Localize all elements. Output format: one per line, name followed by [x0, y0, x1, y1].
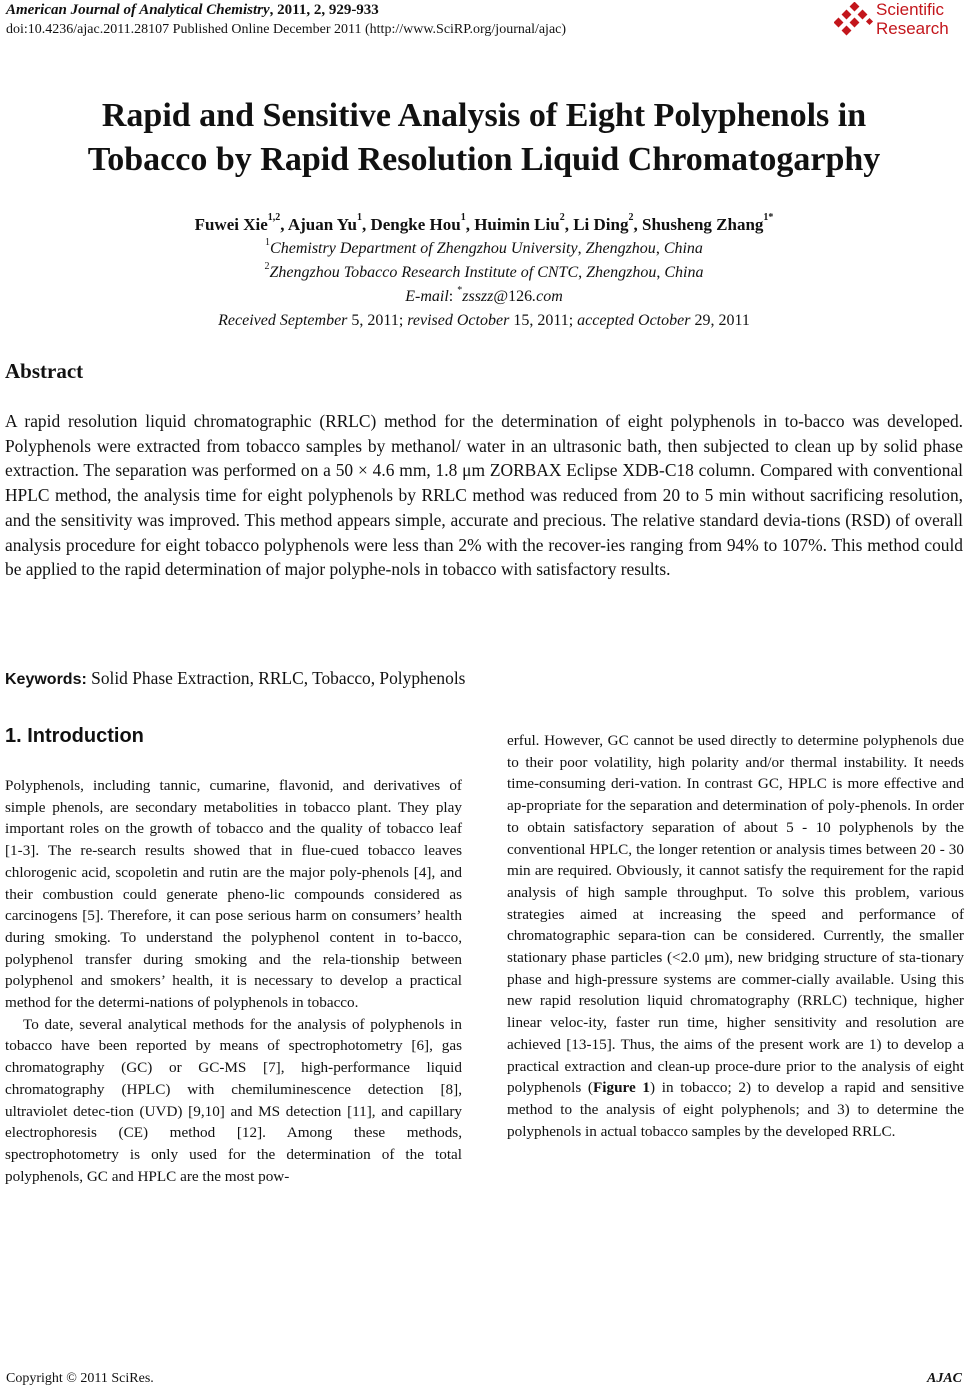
journal-abbreviation: AJAC: [926, 1371, 962, 1386]
abstract-text: A rapid resolution liquid chromatographic (RRLC) method for the determination of eight polyphenols in to-bacco was developed. Polyphenols were extracted from tobacco samples by methanol/ water in an ultrasonic bath, then subjected to clean up by solid phase extraction. The separation was performed on a 50 × 4.6 mm, 1.8 μm ZORBAX Eclipse XDB-C18 column. Compared with conventional HPLC method, the analysis time for eight polyphenols by RRLC method was reduced from 20 to 5 min without sacrificing resolution, and the sensitivity was improved. This method appears simple, accurate and precious. The relative standard devia-tions (RSD) of overall analysis procedure for eight tobacco polyphenols were less than 2% with the recover-ies ranging from 94% to 107%. This method could be applied to the rapid determination of major polyphe-nols in tobacco with satisfactory results.: [5, 411, 963, 580]
keywords: [5, 668, 465, 689]
copyright: Copyright © 2011 SciRes.: [6, 1371, 154, 1386]
intro-paragraph-2: To date, several analytical methods for the analysis of polyphenols in tobacco have been reported by means of spectrophotometry [6], gas chromatography (GC) or GC-MS [7], high-performance liquid chromatography (HPLC) with chemiluminescence detection [8], ultraviolet detec-tion (UVD) [9,10] and MS detection [11], and capillary electrophoresis (CE) method [12]. Among these methods, spectrophotometry is only used for the determination of the total polyphenols, GC and HPLC are the most pow-: [5, 1015, 462, 1185]
publisher-logo-icon: [834, 2, 874, 42]
journal-issue: , 2011, 2, 929-933: [269, 2, 379, 18]
publisher-logo: [834, 0, 962, 44]
author-name: Fuwei Xie: [194, 215, 268, 234]
intro-left-column: [5, 775, 462, 1187]
dates-line: Received September 5, 2011; revised October 15, 2011; accepted October 29, 2011: [218, 312, 750, 329]
affiliation-1: $^1$Chemistry Department of Zhengzhou University, Zhengzhou, China: [265, 237, 703, 257]
intro-heading: 1. Introduction: [5, 725, 144, 747]
author-sup: 1: [460, 212, 466, 223]
figure-1-link[interactable]: Figure 1: [592, 1079, 650, 1097]
journal-header: [6, 2, 379, 19]
author-name: Li Ding: [573, 215, 629, 234]
author-sup: 2: [559, 212, 565, 223]
abstract-heading: Abstract: [5, 359, 84, 383]
publisher-name: [876, 0, 949, 38]
author-name: Dengke Hou: [370, 215, 461, 234]
logo-line2: Research: [876, 19, 949, 38]
author-sup: 1: [356, 212, 362, 223]
author-sup: 2: [628, 212, 634, 223]
affiliation-2: $^2$Zhengzhou Tobacco Research Institute of CNTC, Zhengzhou, China: [264, 261, 704, 281]
email-line: E-mail: *zsszz@126.com: [405, 285, 563, 305]
title-line2: Tobacco by Rapid Resolution Liquid Chromatogarphy: [87, 141, 881, 178]
keywords-label: Keywords:: [5, 671, 87, 688]
author-sup: 1*: [763, 212, 774, 223]
title-line1: Rapid and Sensitive Analysis of Eight Polyphenols in: [101, 97, 867, 134]
doi-line: doi:10.4236/ajac.2011.28107 Published Online December 2011 (http://www.SciRP.org/journal/ajac): [6, 22, 567, 37]
author-sup: 1,2: [267, 212, 281, 223]
author-name: Huimin Liu: [474, 215, 560, 234]
intro-paragraph-3: erful. However, GC cannot be used directly to determine polyphenols due to their poor volatility, high polarity and/or thermal instability. It needs time-consuming deri-vation. In contrast GC, HPLC is more effective and ap-propriate for the separation and determination of poly-phenols. In order to obtain satisfactory separation of about 5 - 10 polyphenols by the conventional HPLC, the longer retention or analysis times between 20 - 30 min are required. Obviously, it cannot satisfy the requirement for the rapid analysis of high sample throughput. To solve this problem, various strategies aimed at increasing the speed and performance of chromatographic separa-tion can be considered. Currently, the smaller stationary phase particles (<2.0 μm), new bridging structure of sta-tionary phase and high-pressure systems are commer-cially available. Using this new rapid resolution liquid chromatography (RRLC) technique, higher linear veloc-ity, faster run time, higher sensitivity and resolution are achieved [13-15]. Thus, the aims of the present work are 1) to develop a practical extraction and clean-up proce-dure prior to the analysis of eight polyphenols (Figure 1) in tobacco; 2) to develop a rapid and sensitive method to the analysis of eight polyphenols; and 3) to determine the polyphenols in actual tobacco samples by the developed RRLC.: [507, 732, 964, 1140]
intro-paragraph-1: Polyphenols, including tannic, cumarine, flavonid, and derivatives of simple phenols, are secondary metabolities in tobacco plant. They play important roles on the growth of tobacco and the quality of tobacco leaf [1-3]. The re-search results showed that in flue-cued tobacco leaves chlorogenic acid, scopoletin and rutin are the major poly-phenols [4], and their combustion could generate pheno-lic compounds considered as carcinogens [5]. Therefore, it can pose serious harm on consumers’ health during smoking. To understand the polyphenol content in to-bacco, polyphenol transfer during smoking and the rela-tionship between polyphenol and smokers’ health, it is necessary to develop a practical method for the determi-nations of polyphenols in tobacco.: [5, 777, 462, 1012]
journal-name: American Journal of Analytical Chemistry: [6, 2, 270, 18]
author-list: Fuwei Xie$^{1,2}$, Ajuan Yu$^1$, Dengke Hou$^1$, Huimin Liu$^2$, Li Ding$^2$, Shusheng Zhang$^{1*}$: [194, 212, 774, 234]
intro-right-column: [507, 730, 964, 1142]
keywords-text: Solid Phase Extraction, RRLC, Tobacco, Polyphenols: [91, 668, 466, 688]
paper-title: [0, 94, 968, 182]
author-name: Shusheng Zhang: [641, 215, 764, 234]
logo-line1: Scientific: [876, 0, 945, 19]
author-name: Ajuan Yu: [287, 215, 357, 234]
